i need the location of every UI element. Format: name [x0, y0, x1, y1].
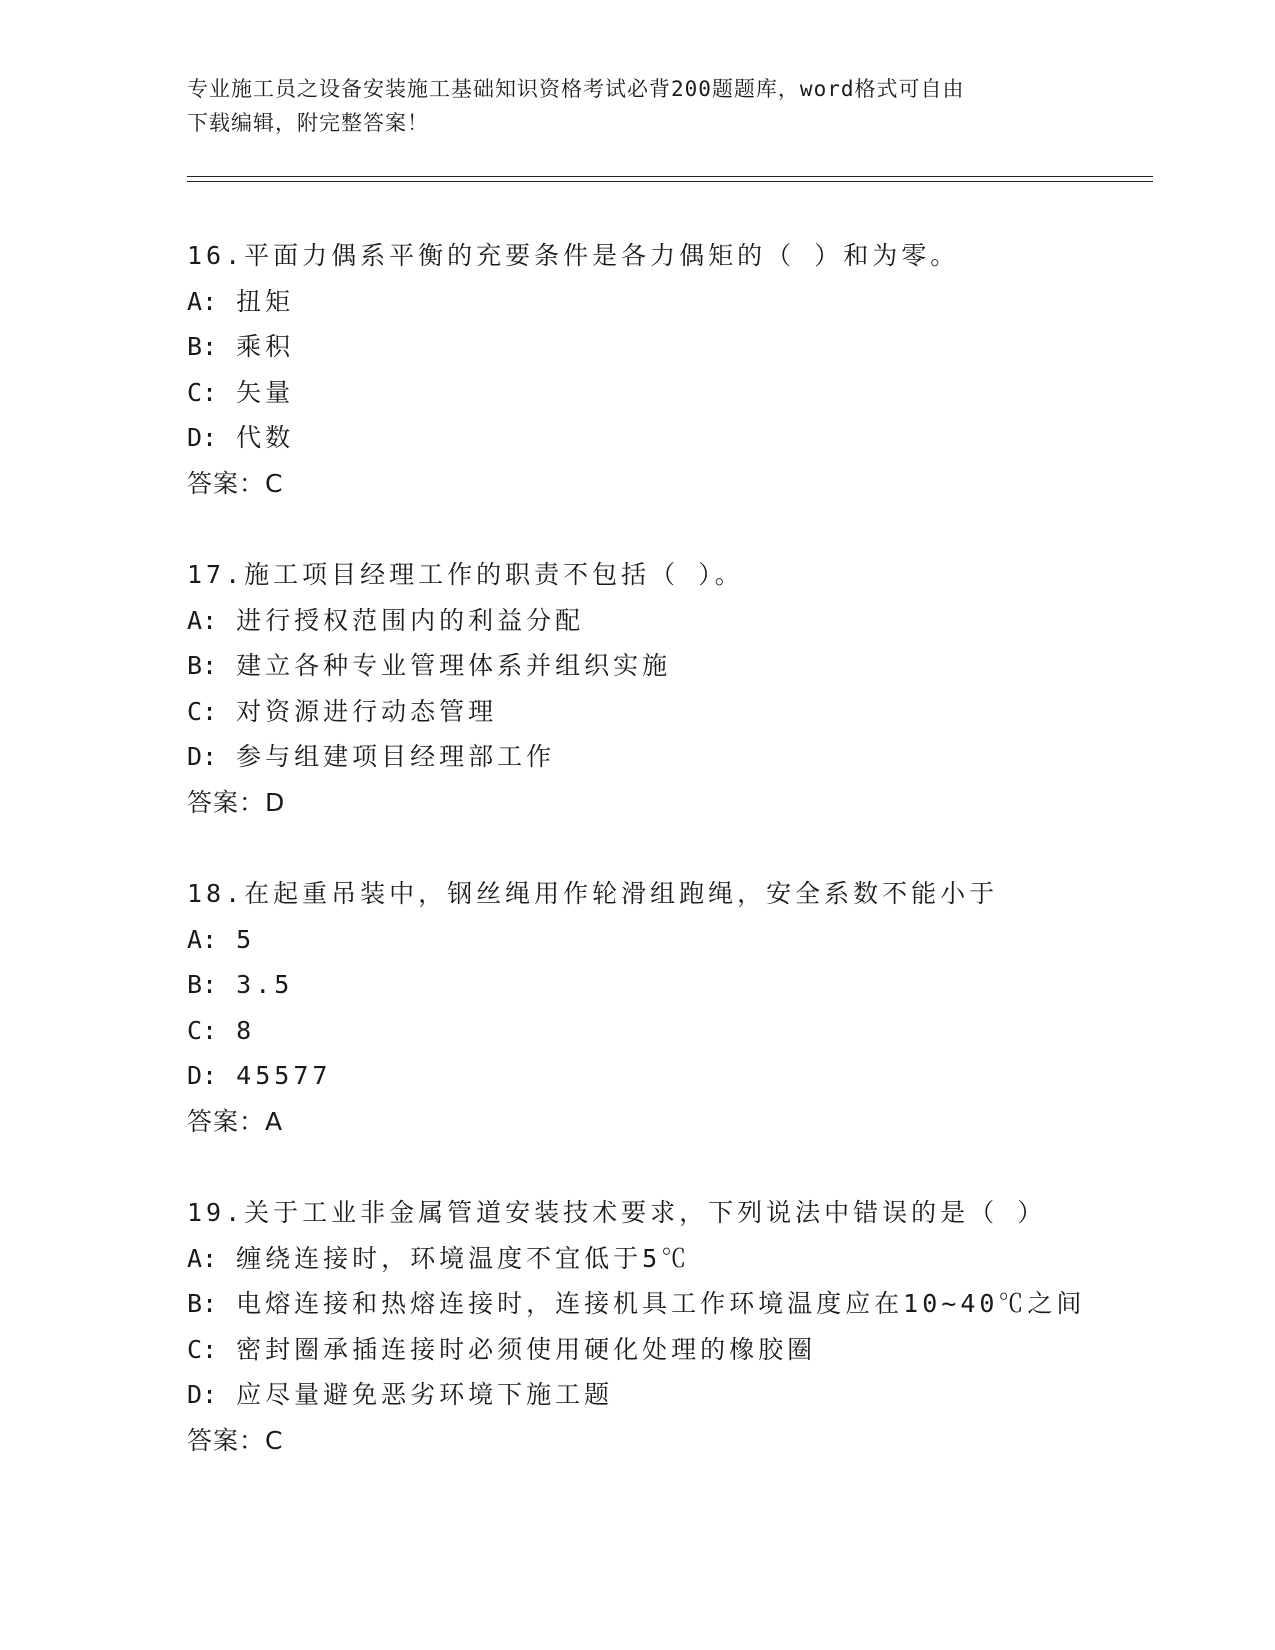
option-d: [187, 415, 1187, 461]
document-header: [187, 72, 1087, 140]
option-text: 电熔连接和热熔连接时，连接机具工作环境温度应在10~40℃之间: [236, 1289, 1086, 1318]
option-text: 应尽量避免恶劣环境下施工题: [236, 1380, 614, 1409]
option-letter: A:: [187, 924, 218, 954]
answer-line: 答案：C: [187, 1425, 284, 1455]
option-letter: A:: [187, 1243, 218, 1273]
option-text: 5: [236, 924, 256, 954]
question-16: [187, 233, 1187, 506]
question-stem: 17.施工项目经理工作的职责不包括（ ）。: [187, 560, 744, 589]
option-letter: C:: [187, 377, 218, 407]
option-letter: B:: [187, 970, 218, 999]
option-letter: D:: [187, 742, 218, 771]
option-letter: B:: [187, 1289, 218, 1318]
option-text: 缠绕连接时，环境温度不宜低于5℃: [236, 1243, 691, 1273]
question-19: [187, 1190, 1187, 1463]
option-a: [187, 917, 1187, 963]
question-18: [187, 871, 1187, 1144]
option-text: 建立各种专业管理体系并组织实施: [236, 651, 672, 680]
option-text: 乘积: [236, 332, 295, 361]
option-text: 45577: [236, 1061, 332, 1090]
option-a: [187, 279, 1187, 325]
option-letter: C:: [187, 1334, 218, 1364]
header-divider-bottom: [187, 181, 1153, 182]
option-b: [187, 324, 1187, 370]
answer-line: 答案：C: [187, 468, 284, 498]
option-text: 8: [236, 1015, 256, 1045]
question-stem: 16.平面力偶系平衡的充要条件是各力偶矩的（ ）和为零。: [187, 241, 960, 270]
option-letter: C:: [187, 1015, 218, 1045]
option-d: [187, 1053, 1187, 1099]
option-text: 参与组建项目经理部工作: [236, 742, 556, 771]
option-c: [187, 1327, 1187, 1373]
option-a: [187, 598, 1187, 644]
option-c: [187, 1008, 1187, 1054]
question-17: [187, 552, 1187, 825]
question-stem: 18.在起重吊装中，钢丝绳用作轮滑组跑绳，安全系数不能小于: [187, 879, 999, 908]
option-text: 进行授权范围内的利益分配: [236, 605, 585, 635]
option-text: 3.5: [236, 970, 294, 999]
option-letter: C:: [187, 696, 218, 726]
option-b: [187, 962, 1187, 1008]
option-b: [187, 643, 1187, 689]
answer-line: 答案：D: [187, 787, 286, 817]
option-text: 密封圈承插连接时必须使用硬化处理的橡胶圈: [236, 1334, 817, 1364]
option-text: 对资源进行动态管理: [236, 696, 498, 726]
option-letter: B:: [187, 651, 218, 680]
header-line-2: 下载编辑，附完整答案！: [187, 111, 429, 135]
answer-line: 答案：A: [187, 1106, 284, 1136]
option-text: 扭矩: [236, 286, 295, 316]
header-line-1: 专业施工员之设备安装施工基础知识资格考试必背200题题库，word格式可自由: [187, 77, 965, 101]
option-c: [187, 689, 1187, 735]
option-c: [187, 370, 1187, 416]
option-d: [187, 734, 1187, 780]
option-text: 矢量: [236, 377, 295, 407]
header-divider-top: [187, 176, 1153, 177]
option-letter: A:: [187, 286, 218, 316]
option-letter: B:: [187, 332, 218, 361]
option-a: [187, 1236, 1187, 1282]
option-letter: A:: [187, 605, 218, 635]
option-text: 代数: [236, 423, 295, 452]
option-b: [187, 1281, 1187, 1327]
option-letter: D:: [187, 1380, 218, 1409]
option-letter: D:: [187, 1061, 218, 1090]
question-stem: 19.关于工业非金属管道安装技术要求，下列说法中错误的是（ ）: [187, 1198, 1047, 1227]
option-d: [187, 1372, 1187, 1418]
option-letter: D:: [187, 423, 218, 452]
